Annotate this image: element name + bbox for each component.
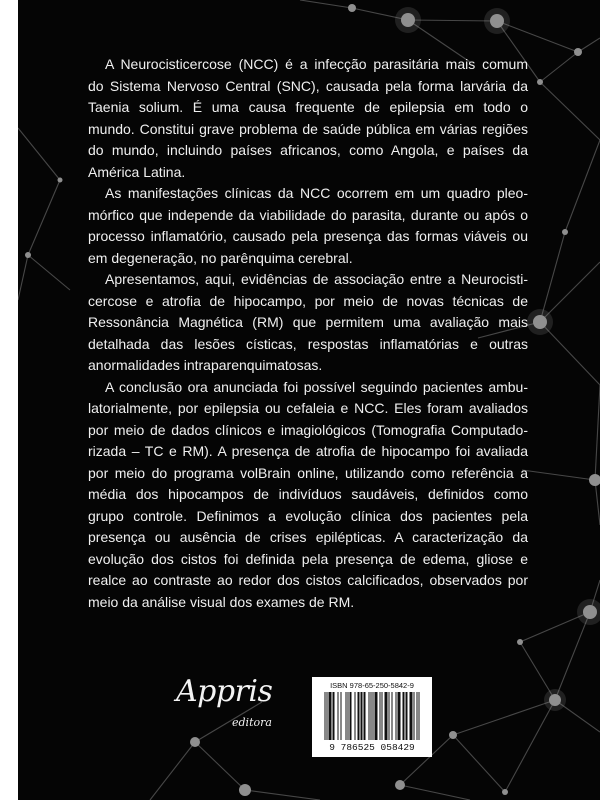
barcode-bar: [350, 692, 352, 740]
text-line: do Sistema Nervoso Central (SNC), causada pela forma larvária da: [88, 77, 528, 94]
barcode: [312, 692, 432, 740]
network-line: [540, 232, 565, 322]
barcode-bar: [346, 692, 347, 740]
publisher-logo: [176, 674, 296, 740]
text-line: evolução dos cistos foi definida pela presença de edema, gliose e: [88, 550, 528, 567]
network-line: [540, 52, 578, 82]
barcode-bar: [396, 692, 397, 740]
paragraph: [88, 54, 528, 183]
text-line: presença ou ausência de crises epilépticas. A caracterização da: [88, 529, 528, 545]
network-node: [533, 315, 547, 329]
barcode-bar: [375, 692, 378, 740]
paragraph: [88, 377, 528, 614]
text-line: grupo controle. Definimos a evolução clínica dos pacientes pela: [88, 507, 528, 524]
text-line: latorialmente, por epilepsia ou cefaleia e NCC. Eles foram avaliados: [88, 400, 528, 416]
isbn-label: ISBN 978-65-250-5842-9: [330, 681, 414, 690]
text-line: realce ao contraste ao redor dos cistos calcificados, observados por: [88, 572, 528, 588]
network-node: [517, 639, 523, 645]
network-line: [505, 700, 555, 792]
network-line: [497, 21, 578, 52]
network-node: [549, 694, 561, 706]
text-line: Apresentamos, aqui, evidências de associação entre a Neurocisti-: [105, 271, 528, 287]
network-line: [453, 735, 505, 792]
text-line: processo inflamatório, causado pela presença das formas viáveis ou: [88, 228, 528, 244]
network-node: [502, 789, 508, 795]
isbn-digits: 9 786525 058429: [329, 742, 415, 753]
barcode-bar: [355, 692, 356, 740]
network-line: [453, 700, 555, 735]
network-node: [537, 79, 543, 85]
text-line: Taenia solium. É uma causa frequente de epilepsia em todo o: [88, 99, 528, 115]
network-node: [239, 784, 251, 796]
network-line: [300, 0, 352, 8]
network-node: [490, 14, 504, 28]
barcode-bar: [414, 692, 415, 740]
network-line: [18, 255, 28, 300]
text-line: anormalidades intraparenquimatosas.: [88, 357, 323, 373]
barcode-bar: [341, 692, 342, 740]
network-node: [589, 474, 600, 486]
text-line: média dos hipocampos de indivíduos saudáveis, definidos como: [88, 486, 528, 502]
barcode-bar: [361, 692, 363, 740]
barcode-bar: [385, 692, 388, 740]
isbn-barcode-box: [312, 677, 432, 757]
network-node: [395, 780, 405, 790]
barcode-bar: [333, 692, 335, 740]
barcode-bar: [406, 692, 408, 740]
text-line: mundo. Constitui grave problema de saúde pública em várias regiões: [88, 120, 528, 137]
barcode-bar: [327, 692, 328, 740]
text-line: América Latina.: [88, 163, 186, 180]
text-line: do mundo, incluindo países africanos, como Angola, e países da: [88, 142, 528, 158]
publisher-logo-subtitle: editora: [232, 716, 272, 729]
network-node: [574, 48, 582, 56]
text-line: A conclusão ora anunciada foi possível seguindo pacientes ambu-: [105, 378, 528, 395]
barcode-bar: [338, 692, 339, 740]
text-line: em degeneração, no parênquima cerebral.: [88, 249, 353, 266]
barcode-bar: [369, 692, 370, 740]
barcode-bar: [371, 692, 372, 740]
text-line: meio da análise visual dos exames de RM.: [88, 593, 355, 610]
barcode-bar: [325, 692, 326, 740]
network-line: [565, 140, 600, 232]
text-line: Ressonância Magnética (RM) que permitem uma avaliação mais: [88, 314, 528, 330]
barcode-bar: [417, 692, 418, 740]
paragraph: [88, 183, 528, 269]
barcode-bar: [392, 692, 393, 740]
text-line: detalhada das lesões císticas, respostas inflamatórias e outras: [88, 335, 528, 352]
network-line: [400, 785, 470, 800]
network-line: [195, 742, 245, 790]
paragraph: [88, 269, 528, 377]
barcode-bar: [389, 692, 390, 740]
network-line: [522, 470, 595, 480]
network-node: [58, 178, 63, 183]
network-node: [449, 731, 457, 739]
network-node: [562, 229, 568, 235]
publisher-logo-name: Appris: [176, 674, 273, 709]
barcode-bar: [348, 692, 349, 740]
network-line: [150, 742, 195, 800]
network-line: [408, 20, 497, 21]
network-line: [28, 255, 70, 290]
barcode-bar: [373, 692, 374, 740]
network-line: [540, 82, 600, 140]
text-line: cercose e atrofia de hipocampo, por meio de novas técnicas de: [88, 292, 528, 309]
network-line: [18, 128, 60, 180]
back-cover: [18, 0, 600, 800]
barcode-bar: [329, 692, 332, 740]
text-line: A Neurocisticercose (NCC) é a infecção parasitária mais comum: [105, 56, 528, 72]
network-node: [583, 605, 597, 619]
text-line: por meio do programa volBrain online, utilizando como referência a: [88, 464, 528, 481]
network-node: [401, 13, 415, 27]
text-line: rizada – TC e RM). A presença de atrofia de hipocampo foi avaliada: [88, 443, 528, 459]
barcode-bar: [410, 692, 413, 740]
network-line: [540, 322, 600, 385]
network-line: [595, 385, 600, 480]
barcode-bar: [382, 692, 383, 740]
barcode-bar: [398, 692, 401, 740]
text-line: por meio de dados clínicos e imagiológicos (Tomografia Computado-: [88, 421, 528, 438]
barcode-bar: [380, 692, 381, 740]
network-line: [245, 790, 320, 800]
barcode-bar: [403, 692, 405, 740]
synopsis-text: [88, 54, 528, 613]
network-node: [348, 4, 356, 12]
text-line: mórfico que independe da viabilidade do parasita, durante ou após o: [88, 206, 528, 223]
barcode-bar: [358, 692, 360, 740]
network-node: [25, 252, 31, 258]
network-line: [28, 180, 60, 255]
network-line: [595, 480, 600, 525]
barcode-bar: [419, 692, 420, 740]
text-line: As manifestações clínicas da NCC ocorrem em um quadro pleo-: [105, 185, 528, 201]
barcode-bar: [364, 692, 366, 740]
